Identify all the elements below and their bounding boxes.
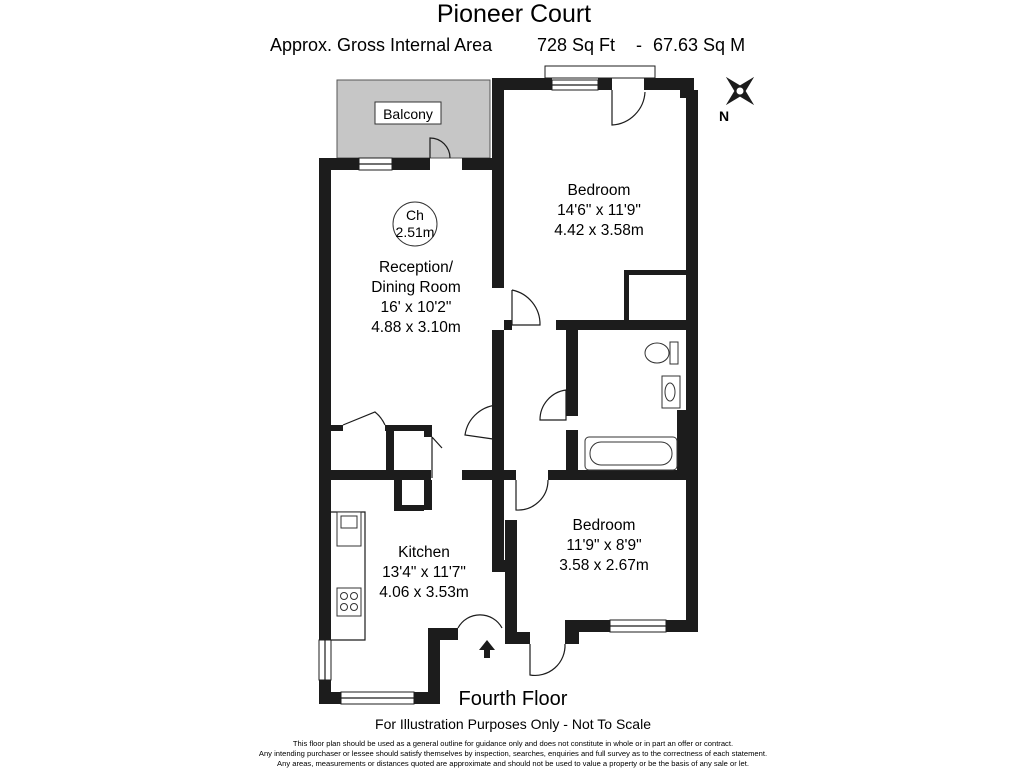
bedroom2-name: Bedroom bbox=[572, 517, 636, 534]
balcony-label: Balcony bbox=[383, 106, 433, 122]
disclaimer-line-2: Any intending purchaser or lessee should satisfy themselves by inspection, searches, enquiries and full survey as to the correctness of each statement. bbox=[258, 749, 768, 758]
kitchen-metric: 4.06 x 3.53m bbox=[379, 584, 469, 601]
balcony-area bbox=[337, 80, 490, 158]
area-sqm: 67.63 Sq M bbox=[653, 35, 746, 55]
floor-label: Fourth Floor bbox=[458, 688, 568, 710]
reception-metric: 4.88 x 3.10m bbox=[371, 319, 461, 336]
bedroom2-metric: 3.58 x 2.67m bbox=[559, 557, 649, 574]
disclaimer-line-1: This floor plan should be used as a general outline for guidance only and does not constitute in whole or in part an offer or contract. bbox=[292, 739, 734, 748]
reception-name-line1: Reception/ bbox=[378, 259, 454, 276]
reception-name-line2: Dining Room bbox=[371, 279, 461, 296]
compass-north-label: N bbox=[719, 108, 730, 124]
plan-title: Pioneer Court bbox=[436, 0, 592, 28]
ceiling-height-value: 2.51m bbox=[395, 224, 435, 240]
bedroom1-metric: 4.42 x 3.58m bbox=[554, 222, 644, 239]
kitchen-name: Kitchen bbox=[398, 544, 450, 561]
bedroom1-imperial: 14'6" x 11'9" bbox=[557, 202, 641, 219]
bedroom1-name: Bedroom bbox=[567, 182, 631, 199]
entrance-arrow-icon bbox=[479, 640, 495, 658]
reception-imperial: 16' x 10'2" bbox=[380, 299, 452, 316]
ceiling-height-label: Ch bbox=[406, 207, 424, 223]
walls bbox=[319, 78, 698, 704]
area-sqft: 728 Sq Ft bbox=[537, 35, 616, 55]
hob-icon bbox=[337, 588, 361, 616]
area-separator: - bbox=[636, 35, 642, 55]
kitchen-imperial: 13'4" x 11'7" bbox=[382, 564, 466, 581]
bedroom2-imperial: 11'9" x 8'9" bbox=[566, 537, 642, 554]
illustration-note: For Illustration Purposes Only - Not To Scale bbox=[375, 716, 651, 732]
disclaimer-line-3: Any areas, measurements or distances quoted are approximate and should not be used to value a property or be the basis of any sale or let. bbox=[277, 759, 749, 768]
area-label: Approx. Gross Internal Area bbox=[270, 35, 493, 55]
toilet-icon bbox=[645, 343, 669, 363]
